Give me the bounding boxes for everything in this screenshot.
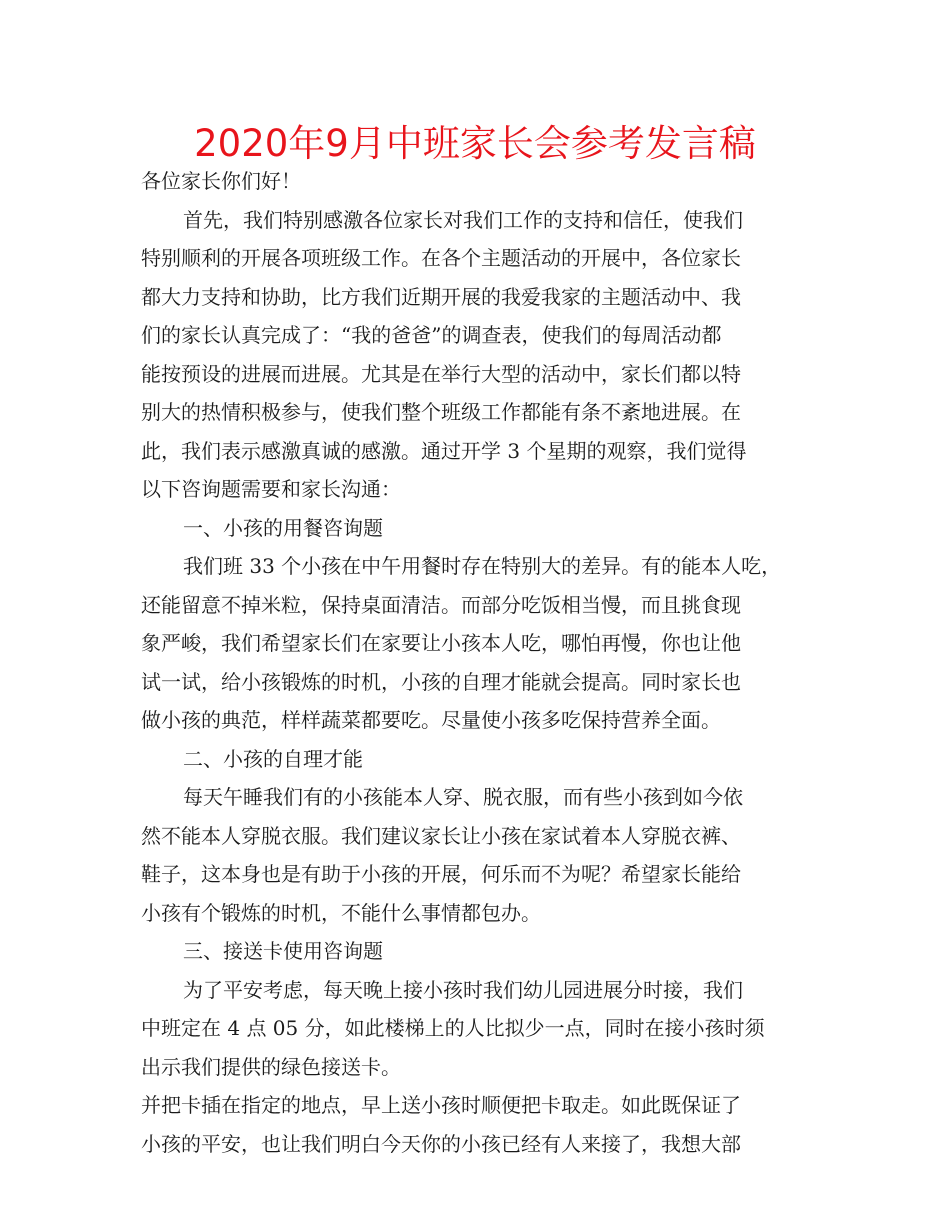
body-line: 象严峻，我们希望家长们在家要让小孩本人吃，哪怕再慢，你也让他 [141,631,741,655]
body-line: 二、小孩的自理才能 [183,746,363,771]
body-line: 首先，我们特别感激各位家长对我们工作的支持和信任，使我们 [183,207,743,232]
body-line: 鞋子，这本身也是有助于小孩的开展，何乐而不为呢？希望家长能给 [141,862,741,886]
body-line: 都大力支持和协助，比方我们近期开展的我爱我家的主题活动中、我 [141,284,741,309]
body-line: 特别顺利的开展各项班级工作。在各个主题活动的开展中，各位家长 [141,246,741,270]
body-line: 三、接送卡使用咨询题 [183,939,383,963]
body-line: 还能留意不掉米粒，保持桌面清洁。而部分吃饭相当慢，而且挑食现 [141,592,741,617]
body-line: 以下咨询题需要和家长沟通： [141,477,401,501]
body-line: 我们班 33 个小孩在中午用餐时存在特别大的差异。有的能本人吃， [183,554,782,578]
body-line: 中班定在 4 点 05 分，如此楼梯上的人比拟少一点，同时在接小孩时须 [141,1016,765,1040]
body-line: 小孩有个锻炼的时机，不能什么事情都包办。 [141,900,541,925]
body-line: 各位家长你们好！ [141,169,301,193]
document-title: 2020年9月中班家长会参考发言稿 [194,122,756,165]
body-line: 小孩的平安，也让我们明白今天你的小孩已经有人来接了，我想大部 [141,1131,741,1156]
body-line: 出示我们提供的绿色接送卡。 [141,1054,401,1079]
document-body [141,162,813,1163]
body-line: 做小孩的典范，样样蔬菜都要吃。尽量使小孩多吃保持营养全面。 [141,708,721,732]
body-line: 每天午睡我们有的小孩能本人穿、脱衣服，而有些小孩到如今依 [183,785,743,809]
body-line: 并把卡插在指定的地点，早上送小孩时顺便把卡取走。如此既保证了 [141,1093,741,1117]
body-line: 一、小孩的用餐咨询题 [183,515,383,540]
body-line: 们的家长认真完成了：“我的爸爸”的调查表，使我们的每周活动都 [141,323,722,347]
body-line: 然不能本人穿脱衣服。我们建议家长让小孩在家试着本人穿脱衣裤、 [141,823,741,848]
body-line: 别大的热情积极参与，使我们整个班级工作都能有条不紊地进展。在 [141,400,741,424]
body-line: 试一试，给小孩锻炼的时机，小孩的自理才能就会提高。同时家长也 [141,669,741,694]
body-line: 能按预设的进展而进展。尤其是在举行大型的活动中，家长们都以特 [141,361,741,386]
body-line: 此，我们表示感激真诚的感激。通过开学 3 个星期的观察，我们觉得 [141,438,747,463]
body-line: 为了平安考虑，每天晚上接小孩时我们幼儿园进展分时接，我们 [183,977,743,1002]
